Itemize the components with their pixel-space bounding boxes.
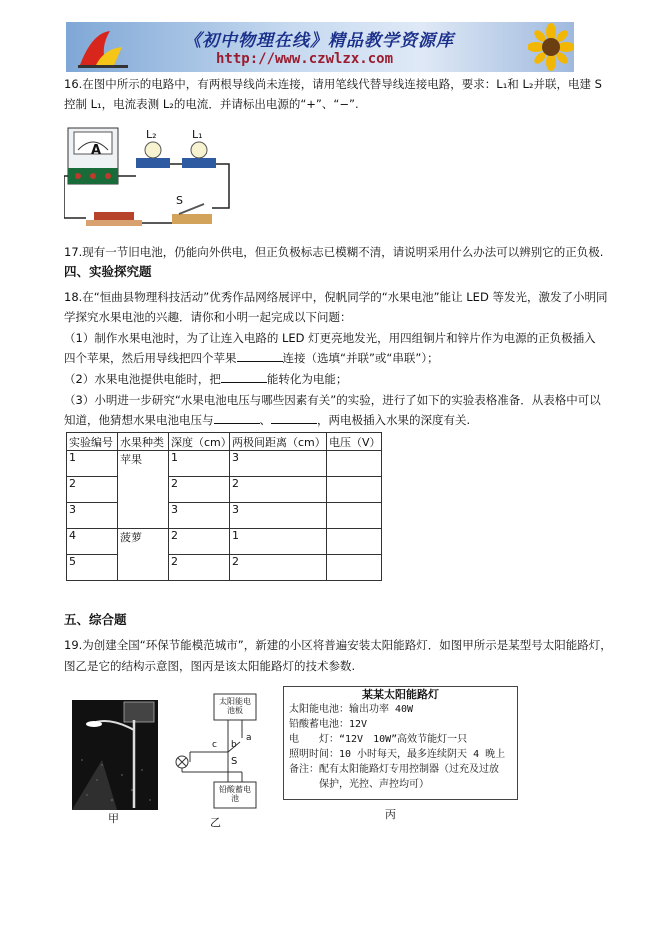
q18-part3-mid: 、 <box>259 413 271 427</box>
table-header-row <box>67 433 382 451</box>
q18-part3-post: ，两电极插入水果的深度有关. <box>317 413 471 427</box>
spec-row: 电 灯：“12V 10W”高效节能灯一只 <box>289 734 468 745</box>
table-cell: 2 <box>169 477 230 503</box>
bulb-l1-label: L₁ <box>192 128 203 141</box>
banner-url: http://www.czwlzx.com <box>216 51 394 67</box>
answer-blank <box>221 371 267 383</box>
spec-title: 某某太阳能路灯 <box>362 688 439 701</box>
table-header-cell: 深度（cm） <box>169 433 230 451</box>
table-cell: 1 <box>169 451 230 477</box>
solar-panel-box-label: 太阳能电池板 <box>219 697 251 715</box>
figure-label-jia: 甲 <box>108 812 119 825</box>
street-lamp-photo <box>72 700 158 810</box>
table-row <box>67 503 382 529</box>
table-header-cell: 实验编号 <box>67 433 118 451</box>
q19-text-line2: 图乙是它的结构示意图，图丙是该太阳能路灯的技术参数. <box>64 659 356 673</box>
table-cell-empty <box>327 451 382 477</box>
table-cell: 2 <box>230 477 327 503</box>
table-row <box>67 555 382 581</box>
spec-box <box>283 686 518 800</box>
table-cell: 3 <box>169 503 230 529</box>
table-cell: 2 <box>169 529 230 555</box>
table-cell: 2 <box>67 477 118 503</box>
q18-part1-pre: 四个苹果，然后用导线把四个苹果 <box>64 351 237 365</box>
diagram-contact-b: b <box>231 740 237 750</box>
experiment-table <box>66 432 382 581</box>
q16-text-line2: 控制 L₁，电流表测 L₂的电流．并请标出电源的“+”、“−”. <box>64 97 359 111</box>
spec-row: 铅酸蓄电池：12V <box>289 719 368 730</box>
q18-part1-line2 <box>64 350 439 366</box>
q18-text-line2: 学探究水果电池的兴趣．请你和小明一起完成以下问题： <box>64 310 352 324</box>
q18-part2-pre: （2）水果电池提供电能时，把 <box>64 372 221 386</box>
diagram-contact-a: a <box>246 733 252 743</box>
table-cell-empty <box>327 555 382 581</box>
q18-part2-post: 能转化为电能； <box>266 372 348 386</box>
q18-part3-line1: （3）小明进一步研究“水果电池电压与哪些因素有关”的实验，进行了如下的实验表格准备．从表格中可以 <box>64 393 601 407</box>
q18-part1-post: 连接（选填“并联”或“串联”）； <box>282 351 439 365</box>
switch-label: S <box>176 194 183 207</box>
figure-label-bing: 丙 <box>385 808 396 821</box>
spec-row: 备注：配有太阳能路灯专用控制器（过充及过放 <box>289 764 499 775</box>
table-cell-fruit: 苹果 <box>118 451 169 529</box>
table-cell: 1 <box>230 529 327 555</box>
table-header-cell: 水果种类 <box>118 433 169 451</box>
figure-label-yi: 乙 <box>210 816 221 829</box>
table-cell: 2 <box>230 555 327 581</box>
battery-box-label: 铅酸蓄电池 <box>219 785 251 803</box>
bulb-l2-label: L₂ <box>146 128 157 141</box>
table-row <box>67 529 382 555</box>
q18-part1-line1: （1）制作水果电池时，为了让连入电路的 LED 灯更亮地发光，用四组铜片和锌片作为电源的正负极插入 <box>64 331 596 345</box>
table-cell: 3 <box>67 503 118 529</box>
q16-text-line1: 16.在图中所示的电路中，有两根导线尚未连接，请用笔线代替导线连接电路，要求：L₁和 L₂并联，电建 S <box>64 77 602 91</box>
logo-icon <box>70 25 140 69</box>
table-header-cell: 电压（V） <box>327 433 382 451</box>
q18-text-line1: 18.在“恒曲县物理科技活动”优秀作品网络展评中，倪帆同学的“水果电池”能让 LED 等发光，激发了小明同 <box>64 290 608 304</box>
banner-title: 《初中物理在线》精品教学资源库 <box>184 31 454 51</box>
table-row <box>67 451 382 477</box>
diagram-switch-label: S <box>231 756 238 767</box>
answer-blank <box>214 412 260 424</box>
header-banner <box>66 22 574 72</box>
q19-text-line1: 19.为创建全国“环保节能模范城市”，新建的小区将普遍安装太阳能路灯．如图甲所示是某型号太阳能路灯， <box>64 638 612 652</box>
table-cell: 4 <box>67 529 118 555</box>
table-cell-empty <box>327 529 382 555</box>
table-row <box>67 477 382 503</box>
spec-row: 太阳能电池：输出功率 40W <box>289 704 414 715</box>
answer-blank <box>237 350 283 362</box>
ammeter-label: A <box>91 143 102 158</box>
table-cell: 2 <box>169 555 230 581</box>
table-cell-empty <box>327 503 382 529</box>
q18-part3-line2 <box>64 412 470 428</box>
diagram-contact-c: c <box>212 740 217 750</box>
table-header-cell: 两极间距离（cm） <box>230 433 327 451</box>
spec-row: 保护，光控、声控均可） <box>289 779 429 790</box>
sunflower-icon <box>528 22 574 72</box>
q18-part2 <box>64 371 347 387</box>
table-cell: 3 <box>230 451 327 477</box>
table-cell: 3 <box>230 503 327 529</box>
table-cell-fruit: 菠萝 <box>118 529 169 581</box>
answer-blank <box>271 412 317 424</box>
table-cell: 1 <box>67 451 118 477</box>
q18-part3-pre: 知道，他猜想水果电池电压与 <box>64 413 214 427</box>
table-cell-empty <box>327 477 382 503</box>
section5-title: 五、综合题 <box>64 612 127 627</box>
table-cell: 5 <box>67 555 118 581</box>
spec-row: 照明时间：10 小时每天，最多连续阴天 4 晚上 <box>289 749 506 760</box>
section4-title: 四、实验探究题 <box>64 264 152 279</box>
q17-text: 17.现有一节旧电池，仍能向外供电，但正负极标志已模糊不清，请说明采用什么办法可以辨别它的正负极. <box>64 245 604 259</box>
